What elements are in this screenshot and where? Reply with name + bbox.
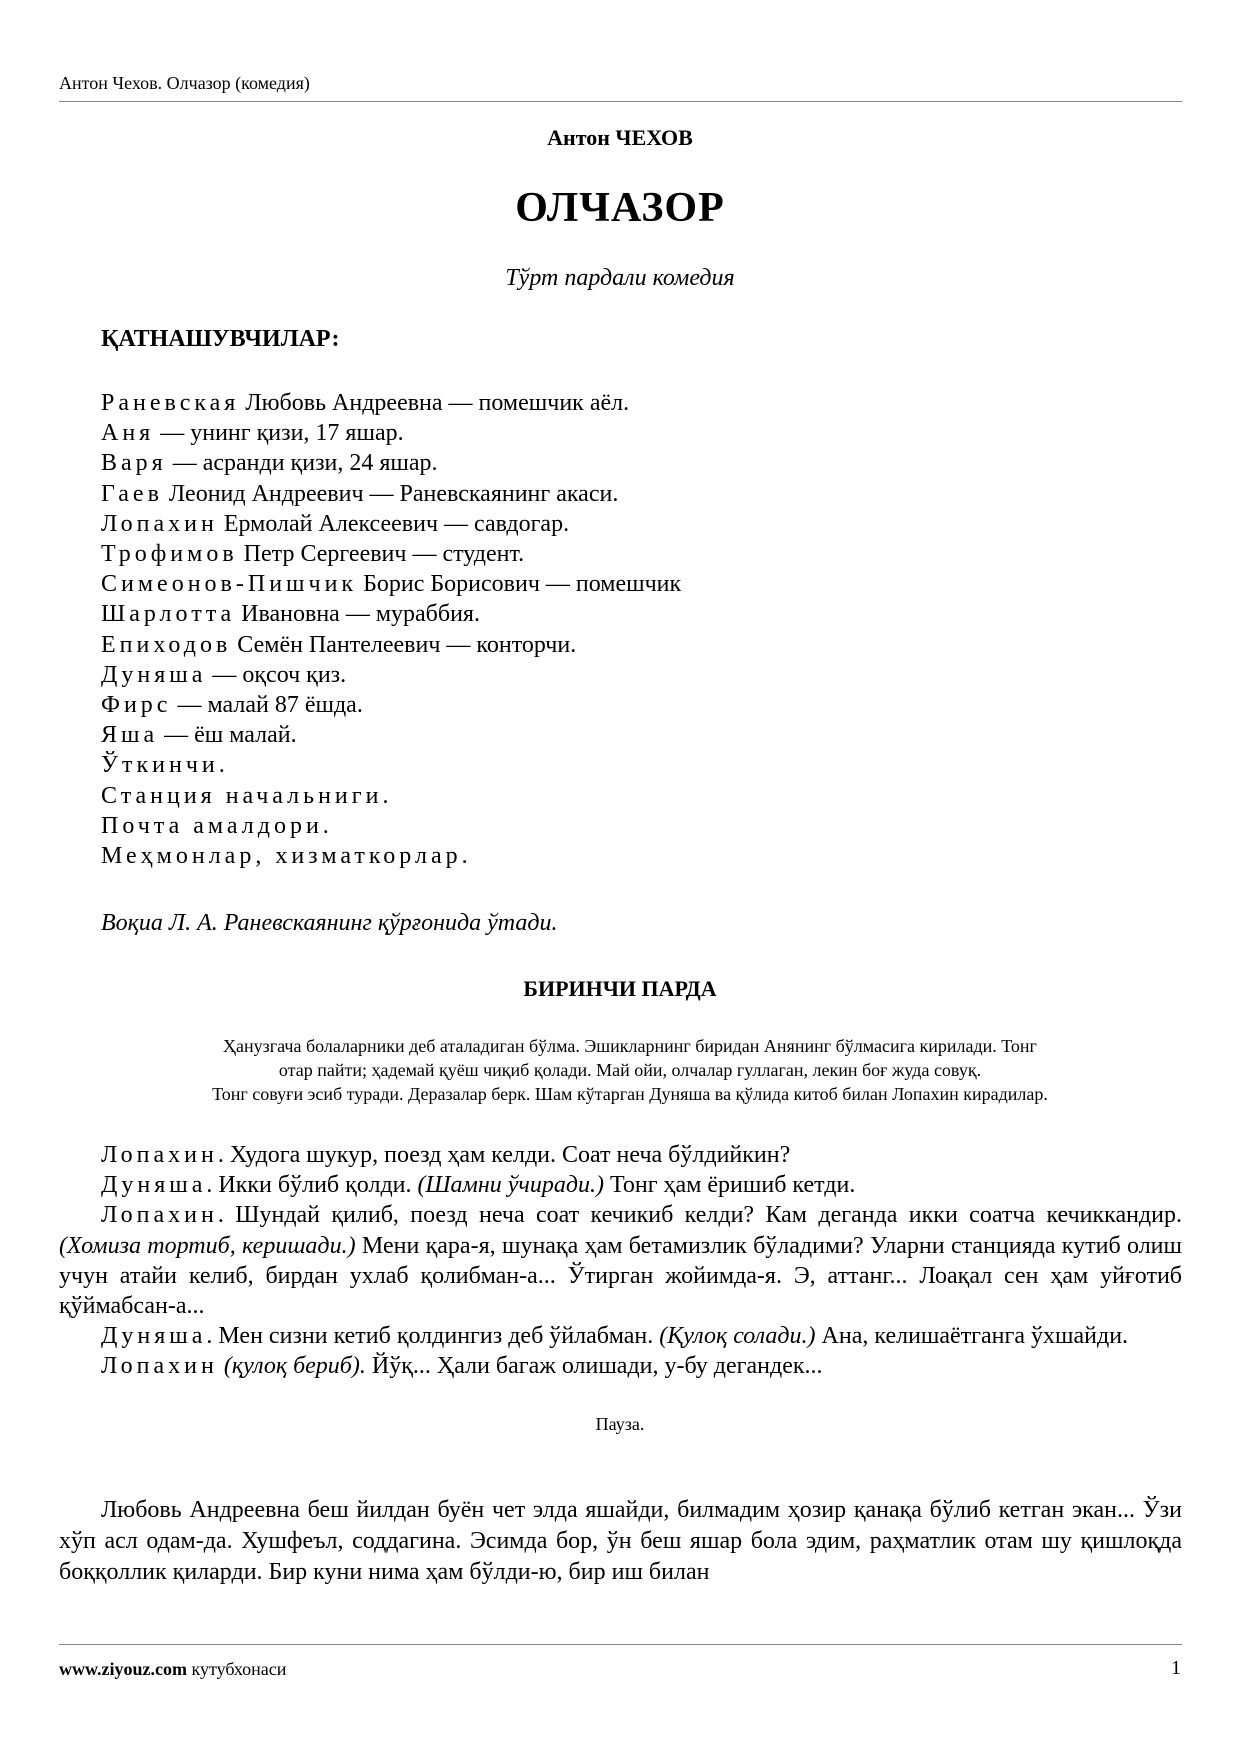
play-title: ОЛЧАЗОР xyxy=(515,185,725,231)
cast-name: Ўткинчи. xyxy=(101,752,229,779)
cast-item xyxy=(101,599,681,629)
cast-name: Варя xyxy=(101,450,167,477)
cast-description: Леонид Андреевич — Раневскаянинг акаси. xyxy=(162,480,619,507)
cast-name: Почта амалдори. xyxy=(101,812,333,839)
cast-item xyxy=(101,781,681,811)
speech-text: . Шундай қилиб, поезд неча соат кечикиб келди? Кам деганда икки соатча кечиккандир. xyxy=(217,1202,1182,1229)
stage-directions xyxy=(80,1034,1180,1106)
cast-name: Шарлотта xyxy=(101,601,236,628)
dialogue-line xyxy=(59,1351,1182,1381)
cast-name: Епиходов xyxy=(101,631,232,658)
cast-item xyxy=(101,811,681,841)
cast-description: Ермолай Алексеевич — савдогар. xyxy=(217,510,570,537)
speaker-name: Лопахин xyxy=(101,1142,218,1168)
cast-name: Симеонов-Пишчик xyxy=(101,571,358,598)
cast-name: Яша xyxy=(101,722,159,749)
dialogue-line xyxy=(59,1200,1182,1321)
footer-source xyxy=(59,1659,286,1680)
speech-text: . Мен сизни кетиб қолдингиз деб ўйлабман. xyxy=(206,1323,660,1350)
cast-name: Гаев xyxy=(101,480,163,507)
page-number: 1 xyxy=(1171,1657,1181,1679)
cast-name: Меҳмонлар, хизматкорлар. xyxy=(101,843,472,870)
stage-direction-line: отар пайти; ҳадемай қуёш чиқиб қолади. Май ойи, олчалар гуллаган, лекин боғ жуда совуқ. xyxy=(278,1060,982,1080)
speech-text: Йўқ... Ҳали багаж олишади, у-бу дегандек... xyxy=(365,1353,823,1380)
cast-item xyxy=(101,750,681,780)
cast-item xyxy=(101,388,681,418)
stage-remark: (Қулоқ солади.) xyxy=(659,1323,816,1350)
cast-name: Трофимов xyxy=(101,541,238,568)
footer-rule xyxy=(59,1644,1182,1645)
cast-name: Станция начальниги. xyxy=(101,782,393,809)
cast-item xyxy=(101,448,681,478)
cast-description: Семён Пантелеевич — конторчи. xyxy=(231,631,577,658)
cast-description: — оқсоч қиз. xyxy=(206,661,347,688)
cast-item xyxy=(101,720,681,750)
stage-remark: (қулоқ бериб). xyxy=(223,1353,366,1380)
cast-name: Фирс xyxy=(101,692,172,719)
speech-text: Мени қара-я, шунақа ҳам бетамизлик бўладими? Уларни станцияда кутиб олиш учун атайи келиб, бирдан ухлаб қолибман-а... Ўтирган жойимда-я. Э, аттанг... Лоақал сен ҳам уйғотиб қўймабсан-а... xyxy=(59,1232,1182,1320)
cast-list xyxy=(101,388,681,871)
speech-text: Тонг ҳам ёришиб кетди. xyxy=(604,1172,856,1199)
speaker-name: Дуняша xyxy=(101,1323,207,1350)
cast-item xyxy=(101,660,681,690)
cast-description: Борис Борисович — помешчик xyxy=(357,571,682,598)
dialogue-line xyxy=(59,1170,1182,1200)
header-rule xyxy=(59,101,1182,102)
cast-item xyxy=(101,539,681,569)
dialogue-line xyxy=(59,1140,1182,1170)
cast-description: — унинг қизи, 17 яшар. xyxy=(154,420,404,447)
monologue-paragraph: Любовь Андреевна беш йилдан буён чет элда яшайди, билмадим ҳозир қанақа бўлиб кетган экан... Ўзи хўп асл одам-да. Хушфеъл, соддагина. Эсимда бор, ўн беш яшар бола эдим, раҳматлик отам шу қишлоқда боққоллик қиларди. Бир куни нима ҳам бўлди-ю, бир иш билан xyxy=(59,1497,1182,1585)
footer-suffix: кутубхонаси xyxy=(186,1659,287,1679)
stage-direction-line: Ҳанузгача болаларники деб аталадиган бўлма. Эшикларнинг биридан Анянинг бўлмасига кирилади. Тонг xyxy=(223,1036,1037,1056)
play-subtitle: Тўрт пардали комедия xyxy=(505,265,735,291)
stage-remark: (Хомиза тортиб, керишади.) xyxy=(59,1232,356,1259)
dialogue xyxy=(59,1140,1182,1382)
footer-site-link[interactable]: www.ziyouz.com xyxy=(59,1659,187,1679)
speaker-name: Дуняша xyxy=(101,1172,207,1199)
stage-remark: (Шамни ўчиради.) xyxy=(417,1172,604,1199)
speech-text: . Икки бўлиб қолди. xyxy=(206,1172,418,1199)
speech-text: . Худога шукур, поезд ҳам келди. Соат неча бўлдийкин? xyxy=(217,1142,791,1168)
dialogue-line xyxy=(59,1321,1182,1351)
act-title: БИРИНЧИ ПАРДА xyxy=(523,976,717,1001)
cast-description: — ёш малай. xyxy=(158,722,297,749)
cast-name: Лопахин xyxy=(101,510,218,537)
speech-text: Ана, келишаётганга ўхшайди. xyxy=(815,1323,1129,1350)
cast-name: Раневская xyxy=(101,390,240,416)
cast-item xyxy=(101,569,681,599)
speaker-name: Лопахин xyxy=(101,1353,218,1380)
cast-name: Дуняша xyxy=(101,661,207,688)
cast-item xyxy=(101,690,681,720)
cast-description: Ивановна — мураббия. xyxy=(235,601,480,628)
cast-item xyxy=(101,418,681,448)
cast-description: — малай 87 ёшда. xyxy=(171,692,363,719)
setting-note: Воқиа Л. А. Раневскаянинг қўрғонида ўтади. xyxy=(101,910,558,936)
cast-item xyxy=(101,630,681,660)
cast-item xyxy=(101,479,681,509)
cast-item xyxy=(101,841,681,871)
cast-name: Аня xyxy=(101,420,155,447)
cast-description: Петр Сергеевич — студент. xyxy=(237,541,525,568)
cast-item xyxy=(101,509,681,539)
author-name: Антон ЧЕХОВ xyxy=(547,125,693,150)
pause-direction: Пауза. xyxy=(595,1414,645,1434)
cast-description: — асранди қизи, 24 яшар. xyxy=(166,450,438,477)
stage-direction-line: Тонг совуғи эсиб туради. Деразалар берк. Шам кўтарган Дуняша ва қўлида китоб билан Лопахин кирадилар. xyxy=(212,1084,1048,1104)
cast-heading: ҚАТНАШУВЧИЛАР: xyxy=(101,326,340,352)
cast-description: Любовь Андреевна — помешчик аёл. xyxy=(239,390,630,416)
running-header: Антон Чехов. Олчазор (комедия) xyxy=(59,73,310,93)
speaker-name: Лопахин xyxy=(101,1202,218,1229)
